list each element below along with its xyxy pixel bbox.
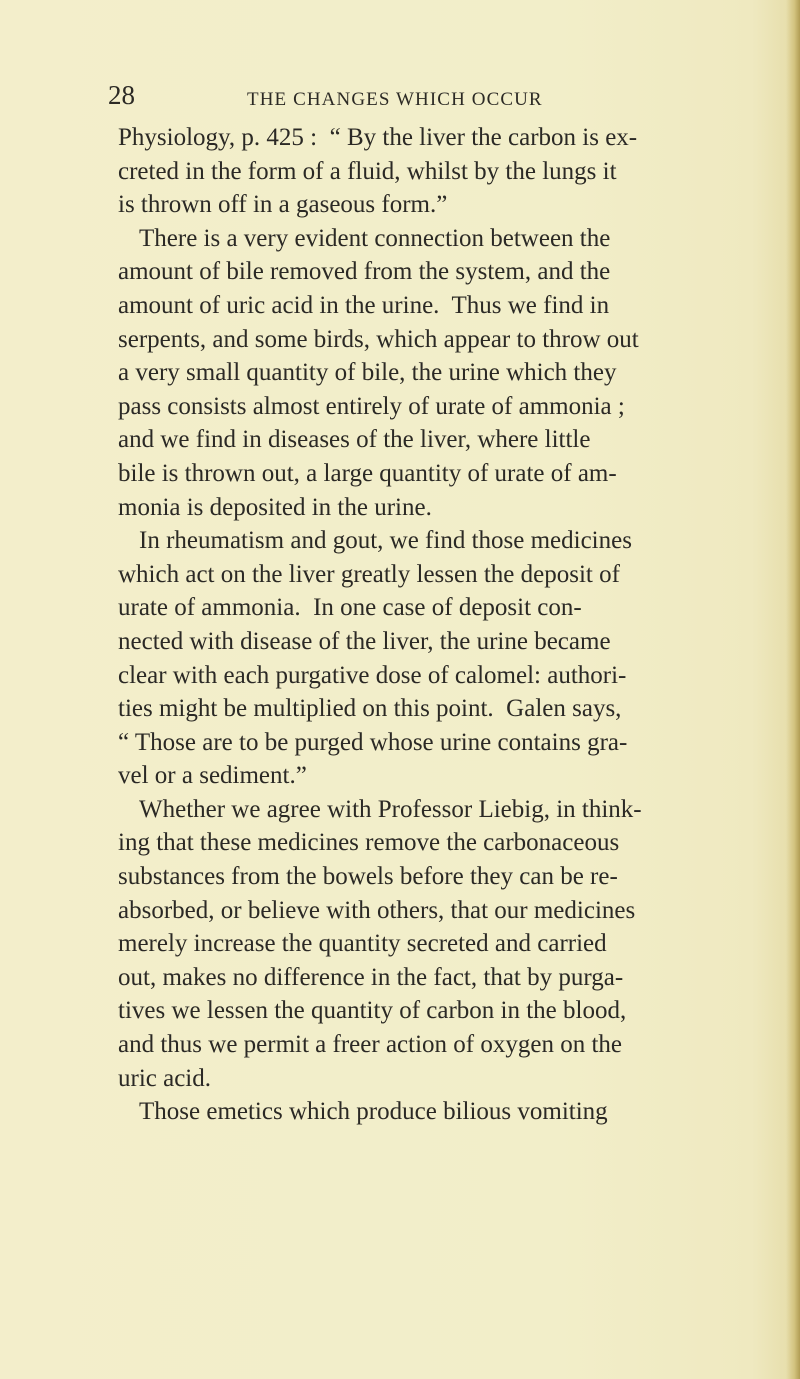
- text-line: tives we lessen the quantity of carbon in the blood,: [118, 997, 627, 1025]
- running-title: THE CHANGES WHICH OCCUR: [247, 89, 543, 110]
- text-line: vel or a sediment.”: [118, 762, 307, 790]
- text-line: ing that these medicines remove the carbonaceous: [118, 829, 620, 857]
- text-line: amount of bile removed from the system, and the: [118, 258, 611, 286]
- text-line: serpents, and some birds, which appear to throw out: [118, 325, 639, 353]
- text-line: and thus we permit a freer action of oxygen on the: [118, 1031, 622, 1059]
- paragraph-start-line: In rheumatism and gout, we find those medicines: [139, 527, 632, 555]
- text-line: amount of uric acid in the urine. Thus we find in: [118, 291, 610, 319]
- text-line: pass consists almost entirely of urate of ammonia ;: [118, 392, 625, 420]
- page-header: [0, 79, 800, 119]
- text-line: nected with disease of the liver, the urine became: [118, 627, 611, 655]
- body-text: [118, 121, 712, 1129]
- text-line: substances from the bowels before they can be re-: [118, 863, 618, 891]
- text-line: urate of ammonia. In one case of deposit con-: [118, 594, 582, 622]
- text-line: absorbed, or believe with others, that our medicines: [118, 896, 636, 924]
- text-line: monia is deposited in the urine.: [118, 493, 432, 521]
- text-line: is thrown off in a gaseous form.”: [118, 191, 448, 219]
- text-line: “ Those are to be purged whose urine contains gra-: [118, 728, 628, 756]
- text-line: merely increase the quantity secreted and carried: [118, 930, 607, 958]
- paragraph-start-line: Whether we agree with Professor Liebig, in think-: [139, 795, 642, 823]
- paragraph-start-line: Those emetics which produce bilious vomiting: [139, 1098, 608, 1126]
- text-line: clear with each purgative dose of calomel: authori-: [118, 661, 627, 689]
- text-line: uric acid.: [118, 1064, 212, 1092]
- text-line: a very small quantity of bile, the urine which they: [118, 359, 617, 387]
- text-line: out, makes no difference in the fact, that by purga-: [118, 963, 624, 991]
- text-line: ties might be multiplied on this point. Galen says,: [118, 695, 622, 723]
- text-line: and we find in diseases of the liver, where little: [118, 426, 591, 454]
- page-edge-shadow: [786, 0, 800, 1379]
- text-line: bile is thrown out, a large quantity of urate of am-: [118, 459, 617, 487]
- text-line: which act on the liver greatly lessen the deposit of: [118, 560, 620, 588]
- paragraph-start-line: There is a very evident connection between the: [139, 224, 611, 252]
- text-line: creted in the form of a fluid, whilst by the lungs it: [118, 157, 617, 185]
- text-line: Physiology, p. 425 : “ By the liver the carbon is ex-: [118, 124, 638, 151]
- page-number: 28: [108, 80, 135, 110]
